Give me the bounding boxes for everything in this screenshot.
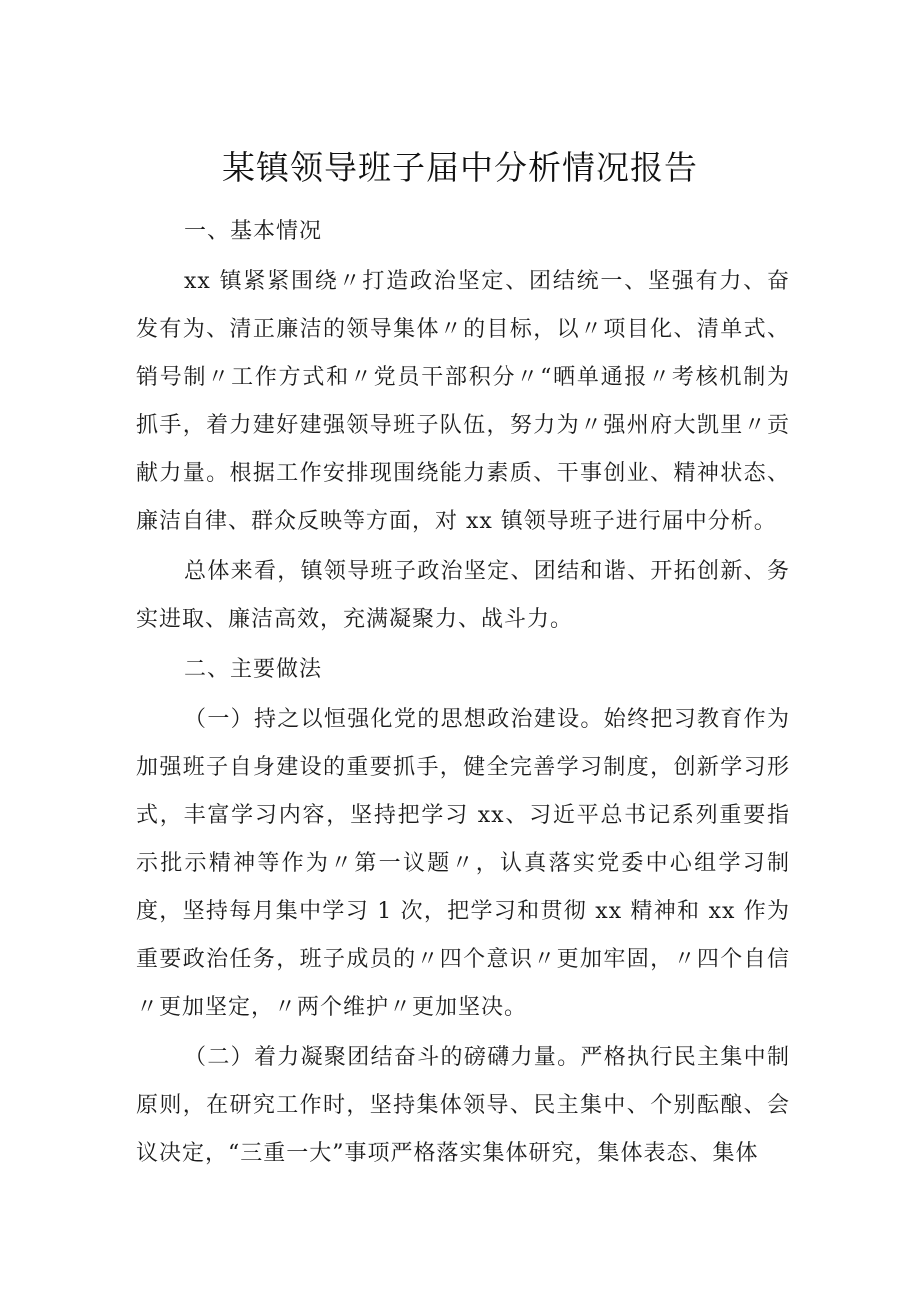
paragraph-overall-assessment: 总体来看，镇领导班子政治坚定、团结和谐、开拓创新、务实进取、廉洁高效，充满凝聚力、战斗力。 (136, 559, 790, 632)
paragraph-practice-one: （一）持之以恒强化党的思想政治建设。始终把习教育作为加强班子自身建设的重要抓手，健全完善学习制度，创新学习形式，丰富学习内容，坚持把学习 xx、习近平总书记系列重要指示批示精神等作为〃第一议题〃，认真落实党委中心组学习制度，坚持每月集中学习 1 次，把学习和贯彻 xx 精神和 xx 作为重要政治任务，班子成员的〃四个意识〃更加牢固，〃四个自信〃更加坚定，〃两个维护〃更加坚决。 (136, 707, 790, 1020)
paragraph-practice-two: （二）着力凝聚团结奋斗的磅礴力量。严格执行民主集中制原则，在研究工作时，坚持集体领导、民主集中、个别酝酿、会议决定，“三重一大”事项严格落实集体研究，集体表态、集体 (136, 1045, 790, 1166)
document-body (136, 208, 790, 1180)
document-title: 某镇领导班子届中分析情况报告 (222, 148, 698, 187)
section-heading-main-practices: 二、主要做法 (184, 657, 323, 682)
paragraph-basic-situation: xx 镇紧紧围绕〃打造政治坚定、团结统一、坚强有力、奋发有为、清正廉洁的领导集体〃的目标，以〃项目化、清单式、销号制〃工作方式和〃党员干部积分〃“晒单通报〃考核机制为抓手，着力建好建强领导班子队伍，努力为〃强州府大凯里〃贡献力量。根据工作安排现围绕能力素质、干事创业、精神状态、廉洁自律、群众反映等方面，对 xx 镇领导班子进行届中分析。 (136, 269, 790, 534)
section-heading-basic-situation: 一、基本情况 (184, 219, 323, 244)
